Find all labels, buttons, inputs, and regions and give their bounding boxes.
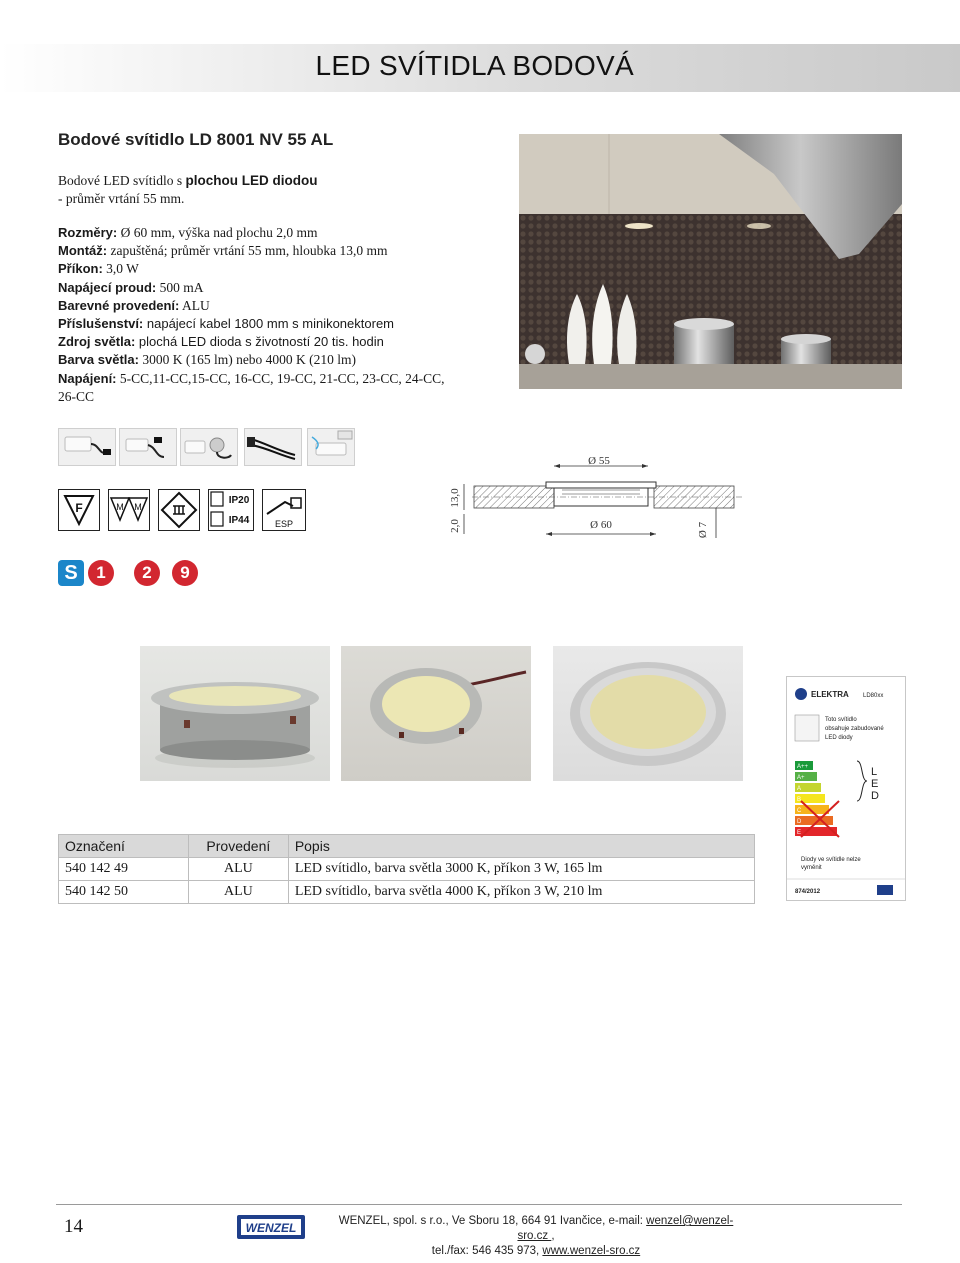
table-row	[59, 881, 755, 904]
energy-model: LD80xx	[863, 693, 884, 699]
svg-text:L: L	[871, 766, 878, 778]
energy-regulation: 874/2012	[795, 889, 821, 895]
page-number: 14	[64, 1216, 83, 1237]
spec-value: ALU	[179, 297, 210, 313]
spec-value: zapuštěná; průměr vrtání 55 mm, hloubka 13,0 mm	[107, 243, 388, 259]
spec-row	[58, 279, 508, 297]
dim-13-label: 13,0	[449, 488, 461, 508]
spec-value: 3,0 W	[102, 261, 139, 277]
col-header-finish: Provedení	[188, 835, 288, 858]
product-photo-side	[140, 646, 330, 781]
spec-value: 26-CC	[58, 388, 95, 404]
badge-1: 1	[88, 560, 114, 586]
wenzel-logo	[236, 1212, 306, 1242]
esp-text: ESP	[274, 519, 294, 529]
cell-description: LED svítidlo, barva světla 3000 K, příkon 3 W, 165 lm	[288, 858, 754, 881]
cell-finish: ALU	[188, 858, 288, 881]
spec-row	[58, 242, 508, 260]
product-photo-angle	[341, 646, 531, 781]
footer-divider	[56, 1204, 902, 1205]
badge-2: 2	[134, 560, 160, 586]
spec-value: 500 mA	[156, 279, 204, 295]
page-title: LED SVÍTIDLA BODOVÁ	[315, 50, 634, 81]
svg-text:M: M	[116, 502, 124, 512]
spec-label: Příslušenství:	[58, 316, 144, 332]
product-photo-top	[553, 646, 743, 781]
svg-text:vyměnit: vyměnit	[801, 865, 822, 871]
footer-contact	[326, 1214, 746, 1259]
spec-row	[58, 388, 508, 406]
badge-9: 9	[172, 560, 198, 586]
energy-class-e: E	[797, 830, 802, 836]
f-mark-icon	[58, 489, 100, 531]
product-description	[58, 172, 488, 208]
svg-text:E: E	[871, 778, 879, 790]
spec-label: Barevné provedení:	[58, 297, 180, 313]
desc-line1-bold: plochou LED diodou	[185, 173, 318, 188]
spec-row	[58, 260, 508, 278]
spec-value: 3000 K (165 lm) nebo 4000 K (210 lm)	[138, 352, 357, 368]
footer-email-link[interactable]: wenzel@wenzel-sro.cz	[517, 1215, 734, 1242]
footer-phone: tel./fax: 546 435 973,	[431, 1245, 543, 1257]
spec-label: Napájecí proud:	[58, 279, 157, 295]
cell-finish: ALU	[188, 881, 288, 904]
spec-list	[58, 224, 508, 406]
f-mark-text: F	[75, 501, 83, 515]
energy-class-b: B	[797, 797, 802, 803]
svg-text:Toto svítidlo: Toto svítidlo	[825, 717, 857, 723]
logo-text: WENZEL	[245, 1221, 297, 1235]
ip44-text: IP44	[228, 515, 250, 526]
accessory-switch-photo	[180, 428, 238, 466]
spec-label: Rozměry:	[58, 225, 118, 240]
spec-label: Napájení:	[58, 370, 117, 386]
svg-text:M: M	[134, 502, 142, 512]
svg-text:LED diody: LED diody	[825, 735, 853, 741]
cell-description: LED svítidlo, barva světla 4000 K, příkon 3 W, 210 lm	[288, 881, 754, 904]
spec-row	[58, 333, 508, 351]
kitchen-photo	[519, 134, 902, 389]
ip-rating-icon	[208, 489, 254, 531]
energy-class-app: A++	[797, 764, 809, 770]
spec-row	[58, 351, 508, 369]
energy-class-ap: A+	[797, 775, 805, 781]
class-iii-icon	[158, 489, 200, 531]
cell-code: 540 142 50	[59, 881, 189, 904]
esp-connector-icon	[262, 489, 306, 531]
svg-text:Diody ve svítidle nelze: Diody ve svítidle nelze	[801, 857, 861, 863]
svg-text:D: D	[871, 790, 879, 802]
dim-55-label: Ø 55	[588, 455, 610, 467]
spec-row	[58, 370, 508, 388]
footer-web-link[interactable]: www.wenzel-sro.cz	[542, 1245, 641, 1257]
accessory-connector-photo	[119, 428, 177, 466]
col-header-code: Označení	[59, 835, 189, 858]
product-table	[58, 834, 755, 904]
spec-row	[58, 297, 508, 315]
spec-label: Barva světla:	[58, 352, 139, 368]
mm-mark-icon	[108, 489, 150, 531]
energy-class-c: C	[797, 808, 802, 814]
spec-value: 5-CC,11-CC,15-CC, 16-CC, 19-CC, 21-CC, 23-CC, 24-CC,	[116, 370, 445, 386]
col-header-description: Popis	[288, 835, 754, 858]
accessory-splitter-photo	[307, 428, 355, 466]
energy-brand: ELEKTRA	[811, 690, 849, 699]
dim-60-label: Ø 60	[590, 519, 612, 531]
table-header-row	[59, 835, 755, 858]
spec-value: plochá LED dioda s životností 20 tis. hodin	[135, 334, 384, 350]
table-row	[59, 858, 755, 881]
accessory-driver-photo	[58, 428, 116, 466]
product-title: Bodové svítidlo LD 8001 NV 55 AL	[58, 130, 334, 149]
cell-code: 540 142 49	[59, 858, 189, 881]
footer-company: WENZEL, spol. s r.o., Ve Sboru 18, 664 91 Ivančice, e-mail:	[338, 1215, 647, 1227]
energy-class-d: D	[797, 819, 802, 825]
badge-s: S	[58, 560, 84, 586]
spec-label: Zdroj světla:	[58, 334, 136, 350]
energy-class-a: A	[797, 786, 802, 792]
desc-line2: - průměr vrtání 55 mm.	[58, 191, 185, 206]
spec-label: Montáž:	[58, 243, 108, 259]
accessory-cable-photo	[244, 428, 302, 466]
dim-2-label: 2,0	[449, 519, 461, 533]
technical-drawing	[432, 438, 748, 548]
dim-7-label: Ø 7	[697, 521, 709, 539]
spec-value: napájecí kabel 1800 mm s minikonektorem	[143, 316, 394, 332]
footer-comma: ,	[551, 1230, 555, 1242]
spec-row	[58, 315, 508, 333]
spec-value: Ø 60 mm, výška nad plochu 2,0 mm	[117, 225, 318, 240]
desc-line1-text: Bodové LED svítidlo s	[58, 173, 186, 188]
spec-label: Příkon:	[58, 261, 103, 277]
svg-text:obsahuje zabudované: obsahuje zabudované	[825, 726, 884, 732]
ip20-text: IP20	[228, 495, 250, 506]
spec-row	[58, 224, 508, 242]
energy-label	[786, 676, 906, 901]
